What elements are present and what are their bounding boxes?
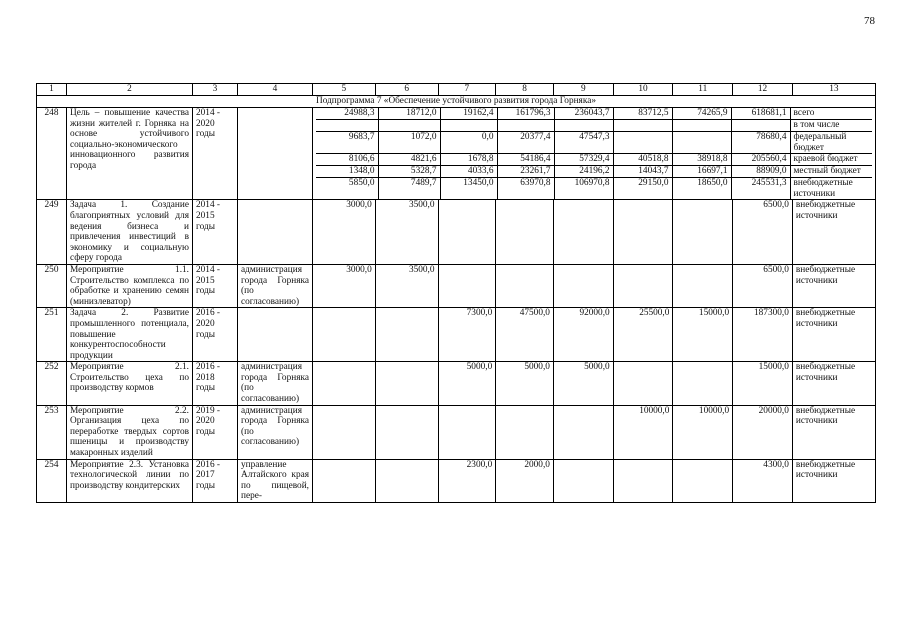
column-header: 12 — [733, 84, 793, 96]
value-cell: 63970,8 — [497, 178, 554, 200]
row-number: 248 — [37, 108, 67, 200]
table-row — [37, 405, 876, 459]
value-cell — [313, 362, 376, 405]
source-cell: внебюджетные источники — [793, 178, 853, 199]
source-cell: внебюджетные источники — [792, 200, 875, 265]
value-cell: 13450,0 — [440, 178, 497, 200]
value-cell: 106970,8 — [554, 178, 613, 200]
value-cell: 10000,0 — [673, 405, 733, 459]
column-header: 6 — [375, 84, 438, 96]
item-name: Задача 1. Создание благоприятных условий для ведения бизнеса и привлечения инвестиций в экономику и социальную сферу города — [67, 200, 193, 265]
row-number: 250 — [37, 264, 67, 307]
value-cell: 23261,7 — [497, 166, 554, 178]
item-executor: управление Алтайского края по пищевой, пере- — [238, 459, 313, 502]
finance-row — [316, 132, 872, 154]
finance-row — [316, 154, 872, 166]
program-table — [36, 83, 876, 503]
value-cell — [554, 120, 613, 132]
item-executor — [238, 200, 313, 265]
value-cell: 16697,1 — [672, 166, 731, 178]
value-cell: 6500,0 — [733, 200, 793, 265]
value-cell — [553, 264, 613, 307]
value-cell — [497, 120, 554, 132]
value-cell: 3000,0 — [313, 200, 376, 265]
value-cell: 88909,0 — [731, 166, 790, 178]
item-name: Задача 2. Развитие промышленного потенциала, повышение конкурентоспособности продукции — [67, 308, 193, 362]
value-cell: 5000,0 — [553, 362, 613, 405]
value-cell — [673, 200, 733, 265]
value-cell — [673, 362, 733, 405]
table-row — [37, 264, 876, 307]
value-cell: 0,0 — [440, 132, 497, 154]
value-cell: 25500,0 — [613, 308, 673, 362]
value-cell: 47500,0 — [496, 308, 554, 362]
column-header: 2 — [67, 84, 193, 96]
value-cell: 9683,7 — [316, 132, 378, 154]
item-period: 2014 - 2015 годы — [193, 264, 238, 307]
value-cell: 54186,4 — [497, 154, 554, 166]
value-cell — [496, 264, 554, 307]
value-cell: 3500,0 — [375, 200, 438, 265]
value-cell: 7300,0 — [438, 308, 496, 362]
subprogram-row — [37, 96, 876, 108]
value-cell: 83712,5 — [613, 108, 672, 120]
column-header: 10 — [613, 84, 673, 96]
value-cell: 92000,0 — [553, 308, 613, 362]
value-cell: 19162,4 — [440, 108, 497, 120]
subprogram-title: Подпрограмма 7 «Обеспечение устойчивого развития города Горняка» — [37, 96, 876, 108]
value-cell: 40518,8 — [613, 154, 672, 166]
value-cell: 57329,4 — [554, 154, 613, 166]
page-number: 78 — [864, 15, 875, 27]
value-cell: 18712,0 — [378, 108, 440, 120]
item-period: 2014 - 2015 годы — [193, 200, 238, 265]
source-cell: внебюджетные источники — [792, 362, 875, 405]
value-cell: 2000,0 — [496, 459, 554, 502]
value-cell: 24196,2 — [554, 166, 613, 178]
row-number: 253 — [37, 405, 67, 459]
goal-row — [37, 108, 876, 200]
item-period: 2016 - 2020 годы — [193, 308, 238, 362]
value-cell: 1072,0 — [378, 132, 440, 154]
value-cell — [496, 200, 554, 265]
column-header: 7 — [438, 84, 496, 96]
item-executor — [238, 308, 313, 362]
source-cell: в том числе — [790, 120, 872, 132]
value-cell — [673, 459, 733, 502]
value-cell — [316, 120, 378, 132]
source-cell: всего — [790, 108, 872, 120]
value-cell — [672, 132, 731, 154]
value-cell: 7489,7 — [378, 178, 440, 200]
finance-subtable — [316, 108, 872, 199]
value-cell — [731, 120, 790, 132]
value-cell: 14043,7 — [613, 166, 672, 178]
value-cell: 15000,0 — [673, 308, 733, 362]
value-cell: 3500,0 — [375, 264, 438, 307]
item-name: Мероприятие 2.3. Установка технологической линии по производству кондитерских — [67, 459, 193, 502]
value-cell — [553, 459, 613, 502]
value-cell — [438, 264, 496, 307]
column-header: 4 — [238, 84, 313, 96]
finance-row — [316, 120, 872, 132]
row-number: 249 — [37, 200, 67, 265]
column-header: 5 — [313, 84, 376, 96]
value-cell: 4300,0 — [733, 459, 793, 502]
column-header: 1 — [37, 84, 67, 96]
finance-row — [316, 178, 872, 200]
row-number: 252 — [37, 362, 67, 405]
table-row — [37, 459, 876, 502]
value-cell: 8106,6 — [316, 154, 378, 166]
value-cell — [613, 264, 673, 307]
value-cell — [438, 405, 496, 459]
value-cell — [375, 459, 438, 502]
value-cell — [438, 200, 496, 265]
value-cell — [613, 120, 672, 132]
table-row — [37, 200, 876, 265]
value-cell: 15000,0 — [733, 362, 793, 405]
value-cell — [553, 405, 613, 459]
finance-row — [316, 166, 872, 178]
source-cell: федеральный бюджет — [790, 132, 872, 154]
column-header: 13 — [792, 84, 875, 96]
value-cell: 236043,7 — [554, 108, 613, 120]
value-cell — [313, 405, 376, 459]
rows-body — [37, 200, 876, 503]
value-cell: 5000,0 — [496, 362, 554, 405]
source-cell: внебюджетные источники — [792, 264, 875, 307]
finance-block — [313, 108, 876, 200]
source-cell: внебюджетные источники — [792, 459, 875, 502]
value-cell — [673, 264, 733, 307]
value-cell: 74265,9 — [672, 108, 731, 120]
value-cell: 2300,0 — [438, 459, 496, 502]
value-cell: 47547,3 — [554, 132, 613, 154]
value-cell: 161796,3 — [497, 108, 554, 120]
value-cell — [496, 405, 554, 459]
column-number-row — [37, 84, 876, 96]
column-header: 3 — [193, 84, 238, 96]
item-executor: администрация города Горняка (по согласованию) — [238, 405, 313, 459]
column-header: 11 — [673, 84, 733, 96]
item-period: 2014 - 2020 годы — [193, 108, 238, 200]
value-cell: 18650,0 — [672, 178, 731, 200]
value-cell: 618681,1 — [731, 108, 790, 120]
value-cell: 20000,0 — [733, 405, 793, 459]
value-cell — [613, 200, 673, 265]
item-period: 2016 - 2018 годы — [193, 362, 238, 405]
item-name: Мероприятие 2.2. Организация цеха по переработке твердых сортов пшеницы и производству макаронных изделий — [67, 405, 193, 459]
value-cell: 3000,0 — [313, 264, 376, 307]
value-cell — [613, 362, 673, 405]
value-cell — [672, 120, 731, 132]
value-cell: 205560,4 — [731, 154, 790, 166]
value-cell: 10000,0 — [613, 405, 673, 459]
value-cell — [375, 308, 438, 362]
value-cell — [378, 120, 440, 132]
value-cell: 187300,0 — [733, 308, 793, 362]
value-cell: 5328,7 — [378, 166, 440, 178]
source-cell: краевой бюджет — [790, 154, 872, 166]
value-cell — [375, 405, 438, 459]
value-cell: 245531,3 — [731, 178, 790, 200]
row-number: 254 — [37, 459, 67, 502]
value-cell: 29150,0 — [613, 178, 672, 200]
source-cell: внебюджетные источники — [792, 405, 875, 459]
value-cell: 1348,0 — [316, 166, 378, 178]
value-cell — [553, 200, 613, 265]
value-cell: 6500,0 — [733, 264, 793, 307]
item-period: 2019 - 2020 годы — [193, 405, 238, 459]
column-header: 8 — [496, 84, 554, 96]
value-cell: 5000,0 — [438, 362, 496, 405]
item-name: Цель – повышение качества жизни жителей г. Горняка на основе устойчивого социально-экономического инновационного развития города — [67, 108, 193, 200]
item-executor: администрация города Горняка (по согласованию) — [238, 264, 313, 307]
item-executor — [238, 108, 313, 200]
source-cell: внебюджетные источники — [792, 308, 875, 362]
finance-row — [316, 108, 872, 120]
column-header: 9 — [553, 84, 613, 96]
value-cell: 4821,6 — [378, 154, 440, 166]
value-cell — [440, 120, 497, 132]
value-cell: 24988,3 — [316, 108, 378, 120]
row-number: 251 — [37, 308, 67, 362]
item-executor: администрация города Горняка (по согласованию) — [238, 362, 313, 405]
item-name: Мероприятие 1.1. Строительство комплекса по обработке и хранению семян (минизлеватор) — [67, 264, 193, 307]
item-period: 2016 - 2017 годы — [193, 459, 238, 502]
table-row — [37, 308, 876, 362]
source-cell: местный бюджет — [790, 166, 872, 178]
value-cell — [613, 132, 672, 154]
value-cell — [313, 308, 376, 362]
value-cell — [313, 459, 376, 502]
value-cell: 5850,0 — [316, 178, 378, 200]
item-name: Мероприятие 2.1. Строительство цеха по производству кормов — [67, 362, 193, 405]
value-cell: 4033,6 — [440, 166, 497, 178]
value-cell: 78680,4 — [731, 132, 790, 154]
value-cell — [375, 362, 438, 405]
table-row — [37, 362, 876, 405]
value-cell: 20377,4 — [497, 132, 554, 154]
value-cell — [613, 459, 673, 502]
value-cell: 38918,8 — [672, 154, 731, 166]
value-cell: 1678,8 — [440, 154, 497, 166]
